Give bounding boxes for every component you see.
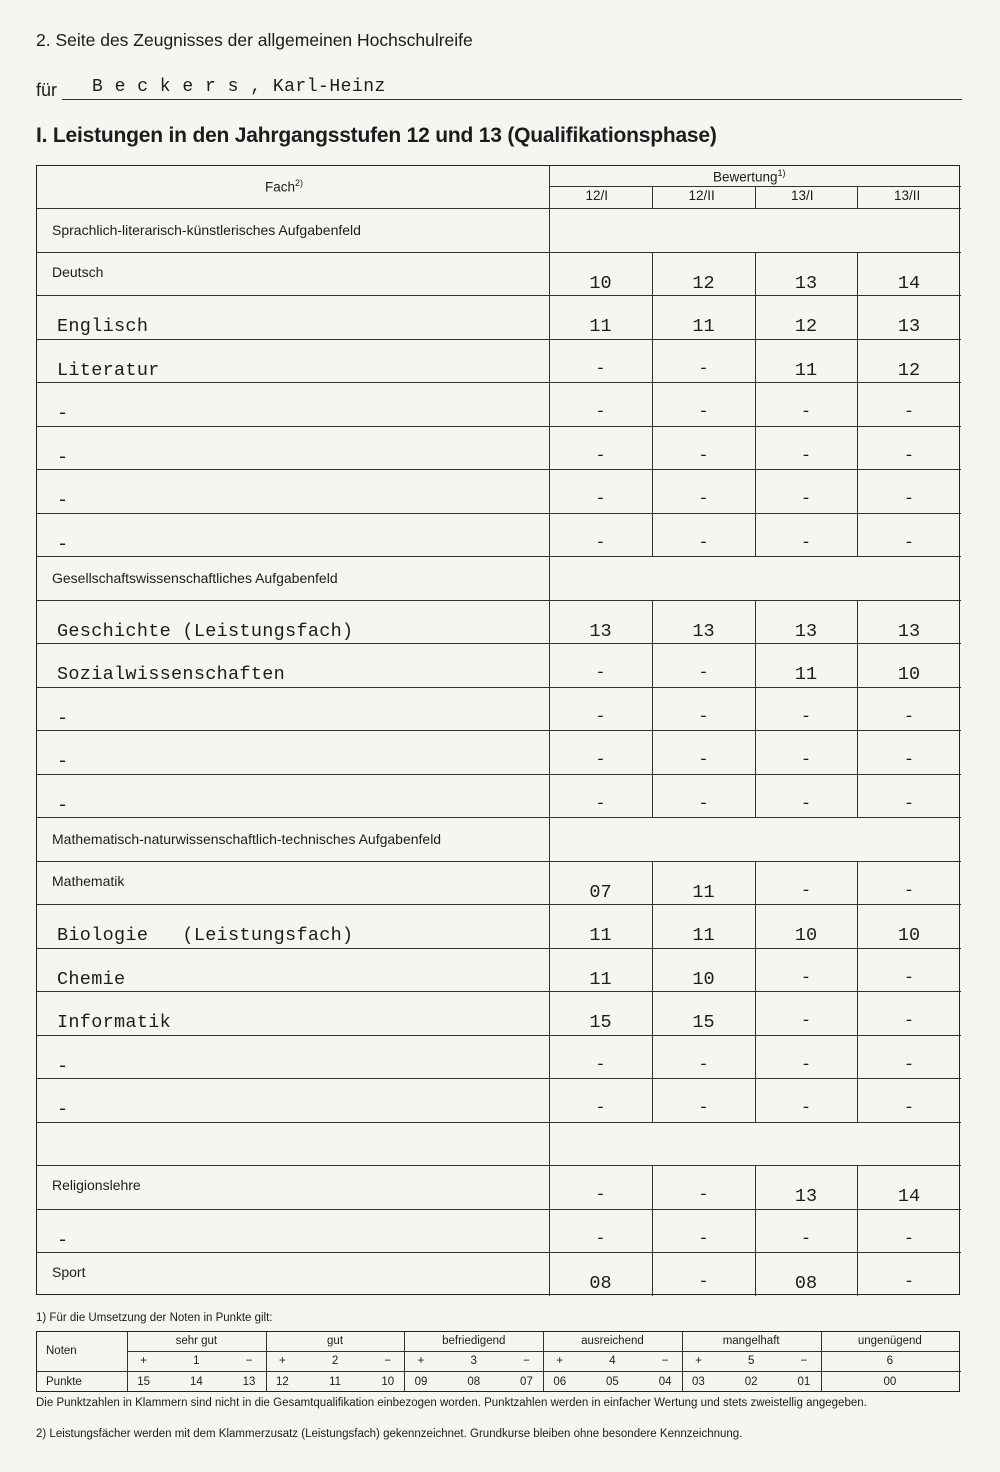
row-rule: [37, 643, 961, 644]
grade-column-divider: [755, 1165, 756, 1296]
grade-cell: 14: [897, 1186, 921, 1207]
grade-mark: −: [523, 1355, 530, 1367]
grade-cell: -: [698, 1273, 709, 1292]
grade-column-divider: [652, 1165, 653, 1296]
subject-name: -: [57, 1055, 69, 1077]
term-header: 12/II: [688, 188, 715, 203]
grade-column-divider: [857, 600, 858, 818]
grade-cell: -: [903, 446, 915, 466]
row-rule: [37, 948, 961, 949]
term-header-divider: [857, 186, 858, 208]
grade-cell: -: [903, 1229, 915, 1249]
grade-cell: -: [698, 1055, 709, 1075]
grade-cell: 11: [794, 359, 818, 381]
grade-mark: +: [695, 1355, 702, 1367]
grade-cell: -: [595, 446, 606, 466]
grade-cell: -: [800, 490, 812, 509]
grade-cell: -: [595, 403, 606, 422]
grade-cell: -: [903, 403, 915, 422]
row-rule: [37, 426, 961, 427]
subject-name: -: [57, 490, 69, 511]
grade-cell: -: [595, 533, 606, 553]
subject-column-header: Fach$^{2)}$: [265, 178, 304, 195]
subject-name: Informatik: [57, 1012, 172, 1033]
grade-cell: 15: [589, 1012, 612, 1033]
grade-cell: -: [595, 707, 606, 727]
grade-cell: -: [698, 1186, 709, 1205]
grade-cell: -: [800, 881, 812, 901]
grades-table: [36, 165, 960, 1295]
grade-points: 09: [414, 1376, 428, 1388]
name-underline: [62, 99, 962, 100]
student-line: [36, 77, 962, 102]
grade-cell: 13: [897, 316, 921, 337]
grade-cell: -: [903, 1012, 915, 1031]
grade-name: gut: [327, 1335, 344, 1347]
grade-column-divider: [857, 252, 858, 557]
grade-cell: 07: [589, 881, 612, 903]
term-header: 12/I: [585, 188, 609, 203]
grade-points: 08: [467, 1376, 481, 1388]
grade-points: 12: [275, 1376, 289, 1388]
grade-cell: -: [903, 707, 915, 727]
grade-column-divider: [857, 1165, 858, 1296]
grade-points: 05: [606, 1376, 619, 1388]
grade-cell: -: [800, 446, 812, 466]
grade-points: 11: [329, 1376, 342, 1388]
subject-name: -: [57, 1229, 69, 1251]
grade-cell: 10: [589, 272, 612, 294]
row-rule: [37, 817, 961, 818]
section-title: I. Leistungen in den Jahrgangsstufen 12 und 13 (Qualifikationsphase): [36, 124, 717, 147]
rating-column-header: Bewertung$^{1)}$: [713, 168, 786, 185]
subject-name: Literatur: [57, 359, 160, 381]
row-rule: [37, 991, 961, 992]
grade-cell: 11: [794, 664, 818, 685]
row-rule: [37, 295, 961, 296]
row-rule: [37, 252, 961, 253]
grade-cell: -: [903, 794, 915, 814]
grade-cell: -: [595, 1229, 606, 1249]
grade-cell: -: [903, 751, 915, 770]
grade-cell: -: [800, 1229, 812, 1249]
grade-cell: -: [800, 403, 812, 422]
grade-cell: -: [595, 359, 606, 379]
subject-name: -: [57, 751, 69, 772]
row-rule: [37, 1252, 961, 1253]
footnote-conversion-intro: 1) Für die Umsetzung der Noten in Punkte gilt:: [36, 1312, 273, 1324]
row-rule: [37, 1122, 961, 1123]
row-rule: [37, 774, 961, 775]
grade-cell: -: [698, 1229, 709, 1249]
grade-cell: -: [595, 1099, 606, 1118]
subject-name: Religionslehre: [52, 1177, 141, 1193]
grade-column-divider: [652, 600, 653, 818]
grade-cell: -: [595, 664, 606, 683]
grade-cell: -: [698, 751, 709, 770]
grade-cell: 10: [897, 925, 921, 946]
row-rule: [37, 469, 961, 470]
grade-cell: -: [595, 490, 606, 509]
grade-cell: -: [800, 1012, 812, 1031]
grade-cell: -: [903, 533, 915, 553]
punkte-label: Punkte: [46, 1376, 82, 1388]
subject-name: -: [57, 446, 69, 468]
grade-cell: -: [698, 403, 709, 422]
grade-cell: -: [698, 794, 709, 814]
grade-cell: 11: [589, 925, 612, 946]
row-rule: [37, 1035, 961, 1036]
grade-cell: 11: [589, 316, 612, 337]
grade-mark: +: [417, 1355, 425, 1367]
subject-name: -: [57, 794, 69, 816]
grade-cell: -: [698, 1099, 709, 1118]
subject-name: Deutsch: [52, 263, 104, 280]
grade-points: 04: [658, 1376, 672, 1388]
grade-points: 14: [189, 1376, 203, 1388]
row-rule: [37, 600, 961, 601]
row-rule: [37, 861, 961, 862]
scale-rule: [37, 1371, 961, 1372]
student-name: B e c k e r s , Karl-Heinz: [92, 77, 386, 97]
grade-mark: +: [278, 1355, 286, 1367]
grade-cell: 13: [794, 1186, 818, 1207]
grade-points: 15: [137, 1376, 151, 1388]
section-heading: Gesellschaftswissenschaftliches Aufgabenfeld: [52, 570, 338, 586]
grade-cell: 10: [794, 925, 818, 946]
grade-cell: -: [800, 1099, 812, 1118]
subject-name: Geschichte (Leistungsfach): [57, 620, 354, 642]
grade-mark: 4: [609, 1355, 616, 1367]
grade-points-scale-table: [36, 1331, 960, 1392]
noten-label: Noten: [46, 1345, 77, 1357]
grade-cell: -: [903, 968, 915, 988]
row-rule: [37, 339, 961, 340]
grade-cell: 11: [589, 968, 612, 990]
grade-cell: -: [800, 1055, 812, 1075]
grade-cell: -: [800, 968, 812, 988]
grade-mark: −: [800, 1355, 808, 1367]
grade-cell: 14: [897, 272, 921, 294]
grade-cell: -: [903, 1055, 915, 1075]
grade-cell: 12: [692, 272, 715, 294]
subject-name: Sport: [52, 1264, 86, 1280]
grade-column-divider: [652, 252, 653, 557]
grade-points: 02: [744, 1376, 758, 1388]
grade-name: sehr gut: [175, 1335, 218, 1347]
grade-cell: -: [800, 707, 812, 727]
grade-cell: 11: [692, 925, 715, 946]
grade-points: 03: [692, 1376, 705, 1388]
subject-name: Sozialwissenschaften: [57, 664, 286, 685]
grade-cell: 13: [897, 620, 921, 642]
term-header: 13/II: [894, 188, 921, 203]
subject-name: Mathematik: [52, 872, 125, 889]
grade-cell: -: [903, 1099, 915, 1118]
footnote-leistungsfach: 2) Leistungsfächer werden mit dem Klammerzusatz (Leistungsfach) gekennzeichnet. Grundkurse bleiben ohne besondere Kennzeichnung.: [36, 1428, 743, 1440]
row-rule: [37, 1078, 961, 1079]
grade-mark: 6: [886, 1355, 894, 1367]
grade-cell: -: [903, 1273, 915, 1292]
grade-cell: 12: [794, 316, 818, 337]
grade-cell: -: [698, 490, 709, 509]
grade-cell: 13: [794, 272, 818, 294]
grade-cell: -: [595, 1186, 606, 1205]
grade-cell: 11: [692, 881, 715, 903]
subject-name: -: [57, 403, 69, 424]
row-rule: [37, 382, 961, 383]
grade-cell: 15: [692, 1012, 715, 1033]
grade-column-divider: [755, 252, 756, 557]
term-header-divider: [652, 186, 653, 208]
grade-name: ausreichend: [581, 1335, 644, 1347]
grade-points: 13: [242, 1376, 256, 1388]
grade-points: 00: [883, 1376, 897, 1388]
grade-cell: 13: [692, 620, 715, 642]
row-rule: [37, 904, 961, 905]
grade-cell: 12: [897, 359, 921, 381]
grade-points: 06: [553, 1376, 567, 1388]
subject-name: -: [57, 707, 69, 729]
grade-cell: -: [800, 794, 812, 814]
grade-cell: -: [698, 446, 709, 466]
grade-name: mangelhaft: [722, 1335, 780, 1347]
subject-name: Biologie (Leistungsfach): [57, 925, 354, 946]
grade-column-divider: [549, 166, 550, 1296]
grade-cell: -: [698, 664, 709, 683]
grade-points: 07: [520, 1376, 533, 1388]
row-rule: [37, 687, 961, 688]
grade-cell: -: [595, 794, 606, 814]
section-heading: Mathematisch-naturwissenschaftlich-technisches Aufgabenfeld: [52, 831, 442, 847]
grade-cell: 08: [794, 1273, 818, 1294]
term-header: 13/I: [791, 188, 814, 203]
row-rule: [37, 730, 961, 731]
footnote-points-note: Die Punktzahlen in Klammern sind nicht in die Gesamtqualifikation einbezogen worden. Punktzahlen werden in einfacher Wertung und stets zweistellig angegeben.: [36, 1397, 867, 1409]
grade-column-divider: [755, 600, 756, 818]
grade-cell: 13: [794, 620, 818, 642]
grade-cell: 10: [897, 664, 921, 685]
grade-cell: -: [800, 533, 812, 553]
grade-mark: +: [140, 1355, 147, 1367]
grade-cell: -: [903, 490, 915, 509]
grade-cell: -: [698, 707, 709, 727]
grade-points: 10: [381, 1376, 395, 1388]
grade-mark: 5: [747, 1355, 755, 1367]
grade-cell: 08: [589, 1273, 612, 1294]
for-label: für: [36, 80, 58, 100]
grade-name: ungenügend: [857, 1335, 922, 1347]
grade-cell: 13: [589, 620, 612, 642]
page-title: 2. Seite des Zeugnisses der allgemeinen Hochschulreife: [36, 30, 473, 50]
grade-cell: 10: [692, 968, 715, 990]
grade-mark: −: [661, 1355, 669, 1367]
row-rule: [37, 556, 961, 557]
grade-mark: +: [556, 1355, 564, 1367]
grade-name: befriedigend: [442, 1335, 506, 1347]
subject-name: -: [57, 1099, 69, 1120]
subject-name: Englisch: [57, 316, 149, 337]
subject-name: Chemie: [57, 968, 126, 990]
grade-cell: -: [800, 751, 812, 770]
grade-mark: 3: [470, 1355, 477, 1367]
term-header-divider: [755, 186, 756, 208]
header-bottom-rule: [37, 208, 961, 209]
grade-cell: 11: [692, 316, 715, 337]
section-heading: Sprachlich-literarisch-künstlerisches Aufgabenfeld: [52, 222, 361, 238]
row-rule: [37, 1209, 961, 1210]
grade-mark: −: [245, 1355, 253, 1367]
grade-cell: -: [698, 533, 709, 553]
subject-name: -: [57, 533, 69, 555]
row-rule: [37, 513, 961, 514]
grade-points: 01: [797, 1376, 811, 1388]
grade-mark: 2: [331, 1355, 339, 1367]
row-rule: [37, 1165, 961, 1166]
grade-cell: -: [595, 751, 606, 770]
grade-mark: 1: [193, 1355, 200, 1367]
grade-mark: −: [384, 1355, 392, 1367]
grade-cell: -: [698, 359, 709, 379]
grade-cell: -: [595, 1055, 606, 1075]
grade-cell: -: [903, 881, 915, 901]
